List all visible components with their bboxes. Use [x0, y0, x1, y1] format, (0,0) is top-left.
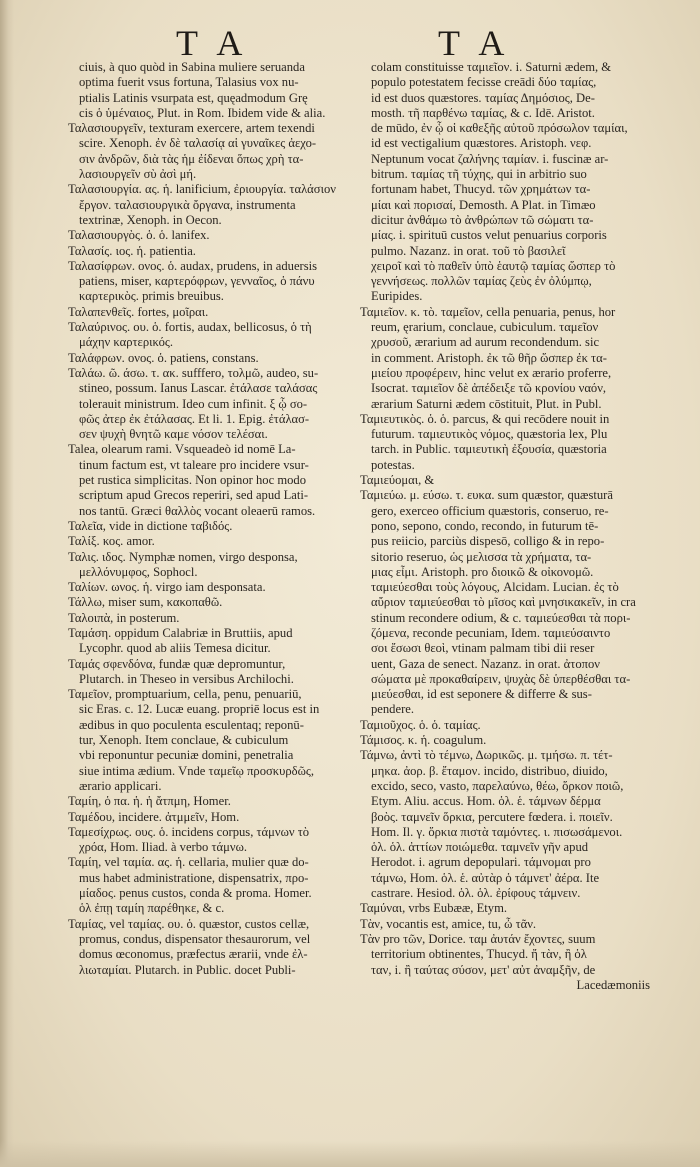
- right-column-line: αὔριον ταμιεύεσθαι τὸ μῖσος καὶ μνησικακεῖν, in cra: [371, 595, 636, 610]
- left-column-line: promus, condus, dispensator thesaurorum, vel: [79, 931, 311, 946]
- left-column-line: μίαδος. penus custos, conda & proma. Homer.: [79, 886, 312, 901]
- left-column-line: Ταλασίς. ιος. ἡ. patientia.: [68, 243, 196, 258]
- left-column-line: Ταλασίφρων. ονος. ὁ. audax, prudens, in aduersis: [68, 258, 318, 273]
- right-column-line: ærarium Saturni ædem cōstituit, Plut. in Publ.: [371, 396, 602, 411]
- right-column-line: Τάμνω, ἀντὶ τὸ τέμνω, Δωρικῶς. μ. τμήσω. π. τέτ-: [360, 748, 613, 763]
- left-column-line: χρόα, Hom. Iliad. à verbo τάμνω.: [79, 840, 248, 855]
- left-column-line: λιωταμίαι. Plutarch. in Public. docet Publi-: [79, 962, 296, 977]
- right-column-line: ταμιεύεσθαι τοὺς λόγους, Alcidam. Lucian. ἐς τὸ: [371, 580, 619, 595]
- right-column-line: stinum recondere odium, & c. ταμιεύεσθαι τὰ πορι-: [371, 610, 631, 625]
- right-column-line: μίαι καὶ πορισαί, Demosth. A Plat. in Timæo: [371, 197, 596, 212]
- right-column-line: potestas.: [371, 457, 415, 472]
- right-column-line: ζόμενα, reconde pecuniam, Idem. ταμιεύσαιντο: [371, 625, 611, 640]
- right-column-line: Euripides.: [371, 289, 423, 304]
- right-column-line: sitorio reseruo, ὡς μελισσα τὰ χρήματα, τα-: [371, 549, 592, 564]
- right-column-line: σοι ἔσωσι θεοὶ, vtinam palmam tibi dii reser: [371, 641, 595, 656]
- left-column-line: σεν ψυχὴ θνητῶ καμε νόσον τελέσαι.: [79, 427, 268, 442]
- left-column-line: Ταλίξ. κος. amor.: [68, 534, 155, 549]
- left-column-line: Ταμεῖον, promptuarium, cella, penu, penuariū,: [68, 687, 302, 702]
- right-column-line: dicitur ἀνθάμω τὸ ἀνθρώπων τῶ σώματι τα-: [371, 212, 594, 227]
- right-column-line: reum, ęrarium, conclaue, cubiculum. ταμεῖον: [371, 320, 599, 335]
- running-head-left: T A: [176, 23, 249, 63]
- right-column-line: Etym. Aliu. accus. Hom. ὁλ. ἑ. τάμνων δέρμα: [371, 794, 601, 809]
- left-column-line: Ταμίη, vel ταμία. ας. ἡ. cellaria, mulier quæ do-: [68, 855, 309, 870]
- right-column-line: castrare. Hesiod. ὁλ. ὁλ. ἐρίφους τάμνειν.: [371, 886, 581, 901]
- right-column-line: Ταμιεῖον. κ. τὸ. ταμεῖον, cella penuaria, penus, hor: [360, 304, 616, 319]
- right-column-line: fortunam habet, Thucyd. τῶν χρημάτων τα-: [371, 182, 591, 197]
- left-column-line: nos tantū. Græci θαλλὸς vocant oleaerū ramos.: [79, 503, 316, 518]
- right-column-line: τάμνω, Hom. ὁλ. ἑ. αὐτὰρ ὁ τάμνετ' ἀέρα. Ite: [371, 870, 600, 885]
- left-column-line: stineo, possum. Ianus Lascar. ἐτάλασε ταλάσας: [79, 381, 318, 396]
- left-column-line: Ταλίων. ωνος. ἡ. virgo iam desponsata.: [68, 580, 266, 595]
- left-column-line: sic Eras. c. 12. Lucæ euang. propriē locus est in: [79, 702, 320, 717]
- right-column-line: γεννήσεως. πολλῶν ταμίας ζεὺς ἐν ὀλύμπῳ,: [371, 274, 592, 289]
- left-column-line: Talea, olearum rami. Vsqueadeò id nomē La-: [68, 442, 296, 457]
- right-column-line: Τὰν, vocantis est, amice, tu, ὦ τᾶν.: [360, 916, 537, 931]
- left-column-line: tolerauit ministrum. Ideo cum infinit. ξ ᾧ σο-: [79, 396, 308, 411]
- left-column-line: vbi reponuntur pecuniæ domini, penetralia: [79, 748, 294, 763]
- left-column-line: ærario applicari.: [79, 778, 162, 793]
- right-column-line: id est duos quæstores. ταμίας Δημόσιος, De-: [371, 90, 595, 105]
- left-column-line: Ταμεσίχρως. ους. ὁ. incidens corpus, τάμνων τὸ: [68, 824, 310, 839]
- left-column-line: Ταλαύρινος. ου. ὁ. fortis, audax, bellicosus, ὁ τὴ: [68, 320, 312, 335]
- right-column-line: μηκα. ἀορ. β. ἔταμον. incido, distribuo, diuido,: [371, 763, 608, 778]
- right-column-line: Ταμιοῦχος. ὁ. ὁ. ταμίας.: [360, 717, 481, 732]
- left-column-line: Plutarch. in Theseo in versibus Archilochi.: [79, 671, 294, 686]
- left-column-line: scire. Xenoph. ἐν δὲ ταλασίᾳ αἱ γυναῖκες ἀεχο-: [79, 136, 317, 151]
- right-column-line: Τὰν pro τῶν, Dorice. ταμ ἀυτάν ἔχοντες, suum: [360, 931, 596, 946]
- right-column-line: μιας εἶμι. Aristoph. pro διοικῶ & οἰκονομῶ.: [371, 564, 594, 579]
- right-column-line: populo potestatem fecisse creādi δύο ταμίας,: [371, 75, 597, 90]
- left-column-line: patiens, miser, καρτερόφρων, γενναῖος, ὁ πάνυ: [79, 274, 315, 289]
- right-column-line: Hom. Il. γ. ὅρκια πιστὰ ταμόντες. ι. πισωσάμενοι.: [371, 824, 623, 839]
- left-column-line: Ταμίας, vel ταμίας. ου. ὁ. quæstor, custos cellæ,: [68, 916, 310, 931]
- left-column-line: Ταλεῖα, vide in dictione ταβιδός.: [68, 518, 233, 533]
- left-column-line: ciuis, à quo quòd in Sabina muliere seruanda: [79, 60, 305, 74]
- left-column-line: Ταλοιπὰ, in posterum.: [68, 610, 180, 625]
- left-column-line: Τάλλω, miser sum, κακοπαθῶ.: [68, 595, 223, 610]
- right-column-line: Ταμύναι, vrbs Eubææ, Etym.: [360, 901, 508, 916]
- right-column-line: excido, seco, vasto, παρελαύνω, θέω, ὅρκον ποιῶ,: [371, 778, 624, 793]
- right-column-line: pulmo. Nazanz. in orat. τοῦ τὸ βασιλεῖ: [371, 243, 566, 258]
- page-bottom-shadow: [0, 1141, 700, 1167]
- left-column-line: Ταμέδου, incidere. ἀτμμεῖν, Hom.: [68, 809, 240, 824]
- left-column-line: Ταμίη, ὁ πα. ἡ. ἡ ἄτπμη, Homer.: [68, 794, 231, 809]
- right-column-line: ὁλ. ὁλ. ἀττίων ποιώμεθα. ταμνεῖν γῆν apud: [371, 840, 589, 855]
- right-column-line: Ταμιεύω. μ. εύσω. τ. ευκα. sum quæstor, quæsturā: [360, 488, 613, 503]
- left-column-line: Ταλασιουργία. ας. ἡ. lanificium, ἐριουργία. ταλάσιον: [68, 182, 336, 197]
- right-column-line: ταν, i. ἢ ταύτας σύσον, μετ' αὐτ ἀναμξῆν, de: [371, 962, 596, 977]
- left-column-line: textrinæ, Xenoph. in Oecon.: [79, 212, 222, 227]
- right-column-line: χρυσοῦ, ærarium ad aurum recondendum. sic: [371, 335, 600, 350]
- left-column: [68, 60, 350, 978]
- right-column-line: pendere.: [371, 702, 415, 717]
- left-column-line: ἔργον. ταλασιουργικὰ ὄργανα, instrumenta: [79, 197, 296, 212]
- left-column-line: ædibus in quo poculenta esculentaq; reponū-: [79, 717, 304, 732]
- left-column-line: Lycophr. quod ab aliis Temesa dicitur.: [79, 641, 271, 656]
- left-column-line: Ταλασιουργὸς. ὁ. ὁ. lanifex.: [68, 228, 210, 243]
- right-column-line: colam constituisse ταμιεῖον. i. Saturni ædem, &: [371, 60, 612, 74]
- left-column-line: σιν ἀνδρῶν, διὰ τὰς ἡμ ἐίδεναι ὅπως χρὴ τα-: [79, 151, 304, 166]
- right-column-line: βοὸς. ταμνεῖν ὅρκια, percutere fœdera. i. ποιεῖν.: [371, 809, 613, 824]
- left-column-line: φῶς ἀτερ ἐκ ἐτάλασας. Et li. 1. Epig. ἐτάλασ-: [79, 411, 310, 426]
- left-column-line: Ταλις. ιδος. Nymphæ nomen, virgo desponsa,: [68, 549, 298, 564]
- left-column-line: καρτερικὸς. primis breuibus.: [79, 289, 224, 304]
- right-column-line: Neptunum vocat ζαλήνης ταμίαν. i. fuscinæ ar-: [371, 151, 609, 166]
- left-column-line: μελλόνυμφος, Sophocl.: [79, 564, 198, 579]
- right-column-line: Herodot. i. agrum depopulari. τάμνομαι pro: [371, 855, 591, 870]
- right-column-line: id est vectigalium quæstores. Aristoph. νεφ.: [371, 136, 592, 151]
- right-column-line: Ταμιεύομαι, &: [360, 473, 435, 488]
- right-column-line: pus reiicio, parciùs dispesō, colligo & in repo-: [371, 534, 605, 549]
- left-column-line: scriptum apud Grecos reperiri, sed apud Lati-: [79, 488, 309, 503]
- right-column-line: mosth. τῆ παρθένω ταμίας, & c. Idē. Aristot.: [371, 105, 595, 120]
- left-column-line: Ταλάω. ῶ. άσω. τ. ακ. sufffero, τολμῶ, audeo, su-: [68, 365, 319, 380]
- right-column-line: territorium obtinentes, Thucyd. ἤ τὰν, ἢ ὁλ: [371, 947, 587, 962]
- page-gutter-shadow: [0, 0, 14, 1167]
- right-column-line: de mūdo, ἐν ᾧ οἱ καθεξῆς αὐτοῦ πρόσωλον ταμίαι,: [371, 121, 628, 136]
- left-column-line: siue intima ædium. Vnde ταμεῖῳ προσκυρδῶς,: [79, 763, 315, 778]
- left-column-line: ptialis Latinis vsurpata est, quęadmodum Grę: [79, 90, 308, 105]
- right-column-line: Ταμιευτικὸς. ὁ. ὁ. parcus, & qui recōdere nouit in: [360, 411, 610, 426]
- left-column-line: Ταλαπενθεῖς. fortes, μοῖραι.: [68, 304, 209, 319]
- right-column-line: μίας. i. spirituū custos velut penuarius corporis: [371, 228, 607, 243]
- left-column-line: λασιουργεῖν σὺ ἀσὶ μή.: [79, 167, 197, 182]
- left-column-line: ὁλ ἐπῃ ταμίη παρέθηκε, & c.: [79, 901, 225, 916]
- left-column-line: μάχην καρτερικός.: [79, 335, 174, 350]
- right-column-line: μιείου προφέρειν, hinc velut ex ærario proferre,: [371, 365, 612, 380]
- left-column-line: mus habet administratione, dispensatrix, προ-: [79, 870, 309, 885]
- left-column-line: pet rustica simplicitas. Non opinor hoc modo: [79, 473, 307, 488]
- right-column-line: χειροῖ καὶ τὸ παθεῖν ὑπὸ ἑαυτῷ ταμίας ὥσπερ τὸ: [371, 258, 616, 273]
- left-column-line: Ταμάς σφενδόνα, fundæ quæ depromuntur,: [68, 656, 286, 671]
- left-column-line: Ταμάση. oppidum Calabriæ in Bruttiis, apud: [68, 625, 293, 640]
- left-column-line: cis ὁ ὑμέναιος, Plut. in Rom. Ibidem vide & alia.: [79, 105, 326, 120]
- right-column-line: futurum. ταμιευτικὸς νόμος, quæstoria lex, Plu: [371, 427, 608, 442]
- left-column-line: Ταλάφρων. ονος. ὁ. patiens, constans.: [68, 350, 259, 365]
- right-column-line: μιεύεσθαι, id est seponere & differre & sus-: [371, 687, 592, 702]
- right-column-line: uent, Gaza de senect. Nazanz. in orat. ἀτοπον: [371, 656, 600, 671]
- left-column-line: Ταλασιουργεῖν, texturam exercere, artem texendi: [68, 121, 315, 136]
- right-column-line: Isocrat. ταμιεῖον δὲ ἀπέδειξε τῶ κρονίου ναόν,: [371, 381, 607, 396]
- left-column-line: optima fuerit vsus fortuna, Talasius vox nu-: [79, 75, 299, 90]
- right-column-line: σώματα μὲ προκαθαίρειν, ψυχὰς δὲ ὑπερθέσθαι τα-: [371, 671, 631, 686]
- right-column-line: in comment. Aristoph. ἐκ τῶ θῆρ ὥσπερ ἐκ τα-: [371, 350, 607, 365]
- right-column: [360, 60, 650, 993]
- right-column-line: bitrum. ταμίας τῆ τύχης, qui in arbitrio suo: [371, 167, 587, 182]
- left-column-line: tinum factum est, vt taleare pro incidere vsur-: [79, 457, 309, 472]
- left-column-line: domus œconomus, præfectus ærarii, vnde ἐλ-: [79, 947, 308, 962]
- right-column-line: Τάμισος. κ. ἡ. coagulum.: [360, 733, 487, 748]
- right-column-line: gero, exerceo officium quæstoris, conseruo, re-: [371, 503, 609, 518]
- right-column-line: tarch. in Public. ταμιευτικὴ ἐξουσία, quæstoria: [371, 442, 607, 457]
- right-column-line: pono, sepono, condo, recondo, in futurum tē-: [371, 518, 599, 533]
- left-column-line: tur, Xenoph. Item conclaue, & cubiculum: [79, 733, 289, 748]
- right-column-line: Lacedæmoniis: [576, 977, 650, 992]
- running-head-right: T A: [438, 23, 511, 63]
